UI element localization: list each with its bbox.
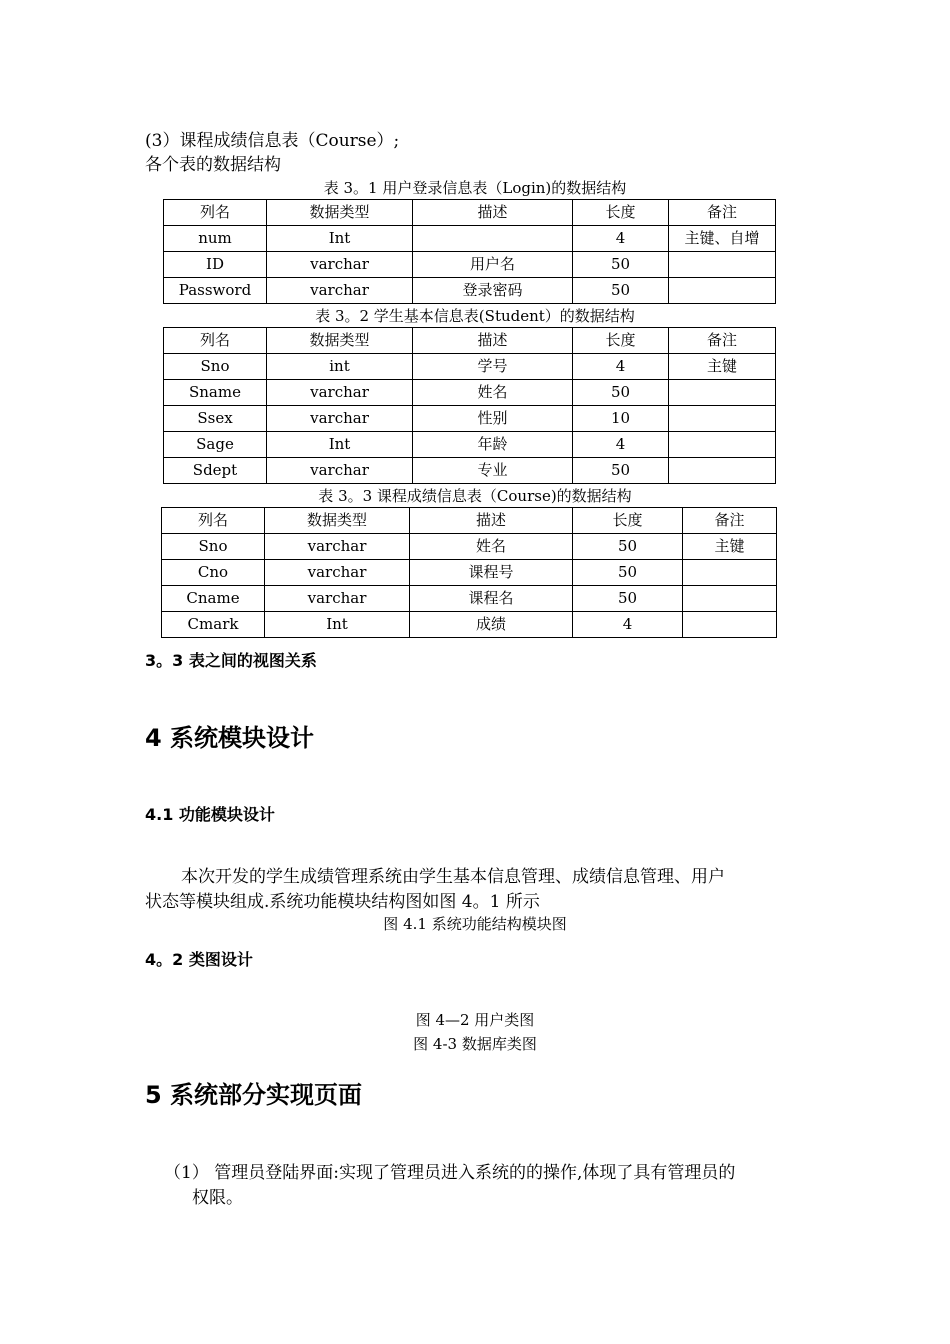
table-cell: varchar [267,458,413,484]
table-cell: 性别 [413,406,573,432]
table-cell [683,560,777,586]
header-cell: 列名 [164,328,267,354]
table-cell: 主键、自增 [669,226,776,252]
table-cell: Cname [162,586,265,612]
header-cell: 描述 [410,508,573,534]
table-cell [669,458,776,484]
paragraph-4-1-line-1: 本次开发的学生成绩管理系统由学生基本信息管理、成绩信息管理、用户 [181,867,725,887]
table-cell: 学号 [413,354,573,380]
figure-4-3-caption: 图 4-3 数据库类图 [413,1035,537,1053]
table-cell: int [267,354,413,380]
table-2-caption: 表 3。2 学生基本信息表(Student）的数据结构 [315,307,635,325]
figure-4-2-caption: 图 4—2 用户类图 [415,1011,535,1029]
table-cell: Sdept [164,458,267,484]
header-cell: 备注 [669,200,776,226]
table-cell: varchar [265,560,410,586]
table-1 [163,199,776,304]
table-row [164,252,776,278]
item-1-line-1: （1） 管理员登陆界面:实现了管理员进入系统的的操作,体现了具有管理员的 [164,1163,736,1183]
table-cell [669,252,776,278]
table-cell: 4 [573,432,669,458]
table-row [164,458,776,484]
table-cell: 50 [573,252,669,278]
table-row [164,278,776,304]
figure-4-1-caption: 图 4.1 系统功能结构模块图 [383,915,567,933]
table-cell [413,226,573,252]
table-cell [669,278,776,304]
table-cell: Int [267,226,413,252]
table-cell: varchar [265,586,410,612]
table-cell: 课程名 [410,586,573,612]
header-cell: 数据类型 [267,328,413,354]
table-row [164,226,776,252]
table-cell [669,406,776,432]
intro-line-2: 各个表的数据结构 [145,155,281,175]
table-cell: 4 [573,612,683,638]
table-cell: Cno [162,560,265,586]
paragraph-4-1-line-2: 状态等模块组成.系统功能模块结构图如图 4。1 所示 [145,892,540,912]
table-cell: 10 [573,406,669,432]
table-cell: 50 [573,560,683,586]
table-cell: 主键 [669,354,776,380]
table-cell: 4 [573,354,669,380]
table-cell: Ssex [164,406,267,432]
table-cell: 50 [573,380,669,406]
table-cell: 专业 [413,458,573,484]
header-cell: 长度 [573,328,669,354]
header-cell: 备注 [669,328,776,354]
table-1-caption: 表 3。1 用户登录信息表（Login)的数据结构 [323,179,627,197]
table-cell: 4 [573,226,669,252]
table-cell: 登录密码 [413,278,573,304]
table-row [162,560,777,586]
table-row [162,534,777,560]
table-cell: varchar [267,380,413,406]
header-cell: 数据类型 [265,508,410,534]
table-3-caption: 表 3。3 课程成绩信息表（Course)的数据结构 [318,487,632,505]
table-cell: varchar [267,252,413,278]
section-4-1-heading: 4.1 功能模块设计 [145,805,275,824]
table-3 [161,507,777,638]
table-cell: ID [164,252,267,278]
table-cell: Password [164,278,267,304]
header-cell: 数据类型 [267,200,413,226]
table-cell: 50 [573,534,683,560]
table-cell: 50 [573,458,669,484]
intro-line-1: (3）课程成绩信息表（Course）; [145,131,400,151]
table-header-row [164,200,776,226]
table-cell: Int [267,432,413,458]
table-row [164,432,776,458]
table-cell: Sno [162,534,265,560]
table-row [164,380,776,406]
table-cell: 主键 [683,534,777,560]
table-row [164,406,776,432]
table-cell: varchar [267,278,413,304]
table-cell: 姓名 [413,380,573,406]
table-row [162,612,777,638]
table-header-row [162,508,777,534]
table-row [164,354,776,380]
section-4-2-heading: 4。2 类图设计 [145,950,253,969]
table-cell: Cmark [162,612,265,638]
item-1-line-2: 权限。 [192,1188,243,1208]
chapter-4-heading: 4 系统模块设计 [145,724,315,752]
table-cell: 用户名 [413,252,573,278]
header-cell: 描述 [413,328,573,354]
table-cell [669,432,776,458]
header-cell: 描述 [413,200,573,226]
header-cell: 长度 [573,200,669,226]
header-cell: 长度 [573,508,683,534]
header-cell: 列名 [164,200,267,226]
table-2 [163,327,776,484]
table-cell: 年龄 [413,432,573,458]
table-cell: Sage [164,432,267,458]
table-cell [683,586,777,612]
table-cell: 姓名 [410,534,573,560]
table-cell: 课程号 [410,560,573,586]
table-cell: Sname [164,380,267,406]
table-cell: 50 [573,278,669,304]
table-cell: 成绩 [410,612,573,638]
table-cell [683,612,777,638]
table-cell [669,380,776,406]
header-cell: 备注 [683,508,777,534]
chapter-5-heading: 5 系统部分实现页面 [145,1081,363,1109]
table-cell: varchar [267,406,413,432]
table-cell: 50 [573,586,683,612]
table-cell: Sno [164,354,267,380]
header-cell: 列名 [162,508,265,534]
table-cell: num [164,226,267,252]
table-cell: Int [265,612,410,638]
table-cell: varchar [265,534,410,560]
table-header-row [164,328,776,354]
section-3-3-heading: 3。3 表之间的视图关系 [145,651,317,670]
table-row [162,586,777,612]
